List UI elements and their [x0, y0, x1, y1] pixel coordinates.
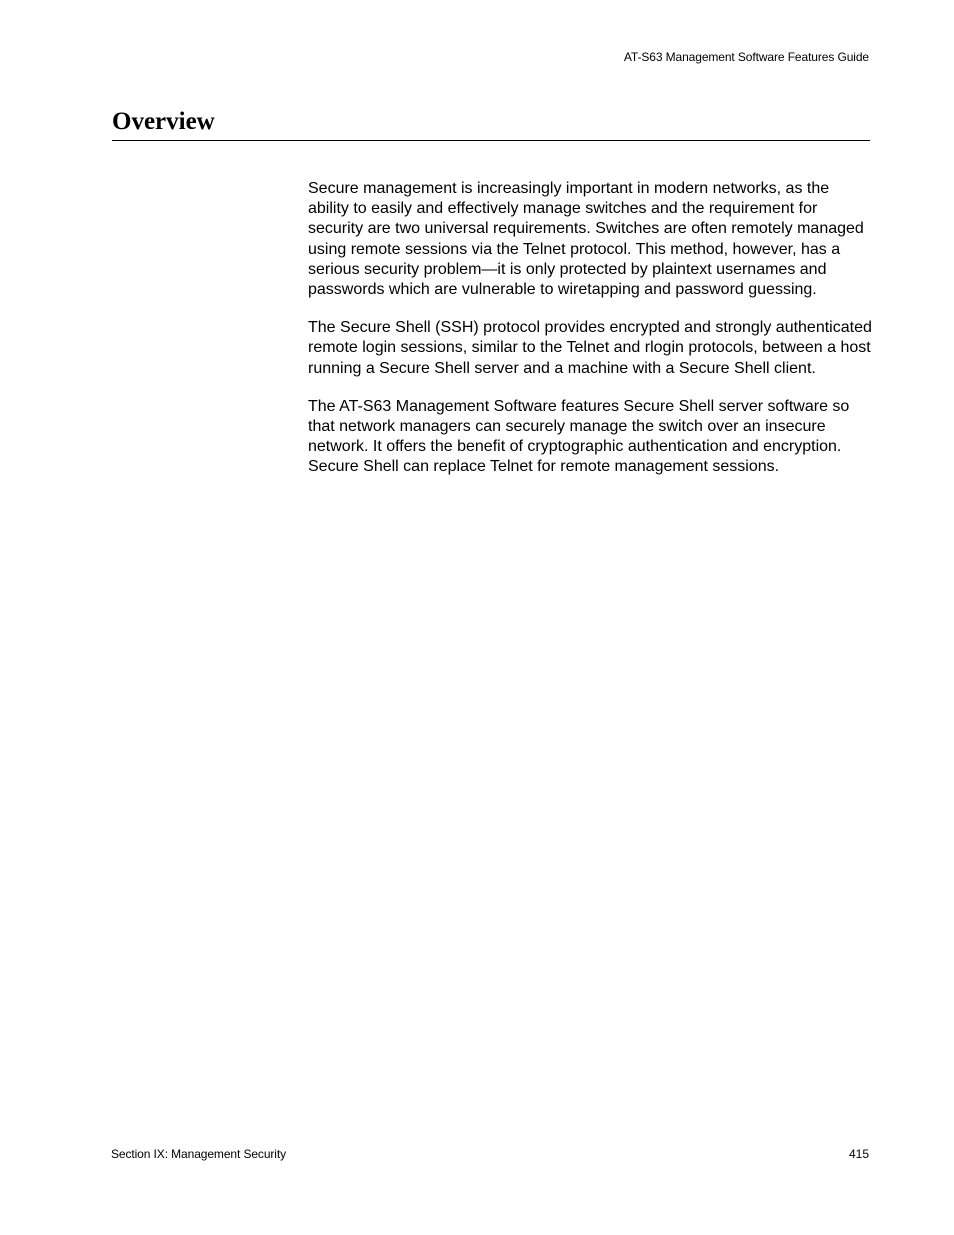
paragraph: The AT-S63 Management Software features Secure Shell server software so that network managers can securely manage the switch over an insecure network. It offers the benefit of cryptographic authentication and encryption. Secure Shell can replace Telnet for remote management sessions. — [308, 397, 850, 476]
page-number: 415 — [848, 1147, 869, 1161]
section-title: Overview — [112, 108, 215, 135]
title-rule — [112, 140, 870, 141]
running-header: AT-S63 Management Software Features Guide — [623, 50, 869, 64]
body-text — [308, 179, 873, 496]
footer-section-label: Section IX: Management Security — [111, 1147, 286, 1161]
paragraph: The Secure Shell (SSH) protocol provides encrypted and strongly authenticated remote login sessions, similar to the Telnet and rlogin protocols, between a host running a Secure Shell server and a machine with a Secure Shell client. — [308, 319, 872, 377]
paragraph: Secure management is increasingly important in modern networks, as the ability to easily and effectively manage switches and the requirement for security are two universal requirements. Switches are often remotely managed using remote sessions via the Telnet protocol. This method, however, has a serious security problem—it is only protected by plaintext usernames and passwords which are vulnerable to wiretapping and password guessing. — [308, 180, 864, 299]
